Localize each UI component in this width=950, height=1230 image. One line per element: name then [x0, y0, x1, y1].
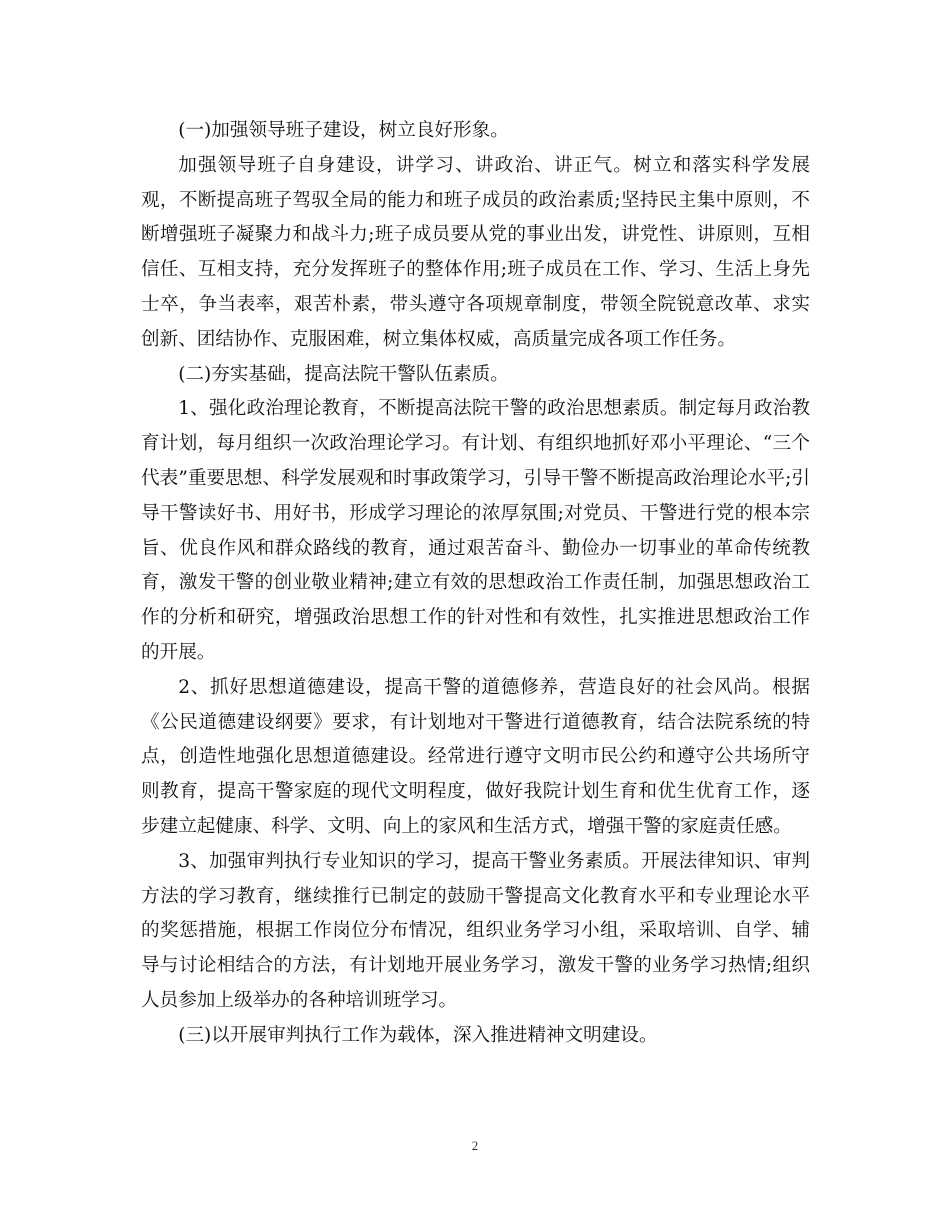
paragraph-moral-construction: 2、抓好思想道德建设，提高干警的道德修养，营造良好的社会风尚。根据《公民道德建设纲要》要求，有计划地对干警进行道德教育，结合法院系统的特点，创造性地强化思想道德建设。经常进行遵守文明市民公约和遵守公共场所守则教育，提高干警家庭的现代文明程度，做好我院计划生育和优生优育工作，逐步建立起健康、科学、文明、向上的家风和生活方式，增强干警的家庭责任感。 [141, 676, 810, 837]
page-number: 2 [471, 1138, 479, 1153]
paragraph-leadership: 加强领导班子自身建设，讲学习、讲政治、讲正气。树立和落实科学发展观，不断提高班子驾驭全局的能力和班子成员的政治素质;坚持民主集中原则，不断增强班子凝聚力和战斗力;班子成员要从党的事业出发，讲党性、讲原则，互相信任、互相支持，充分发挥班子的整体作用;班子成员在工作、学习、生活上身先士卒，争当表率，艰苦朴素，带头遵守各项规章制度，带领全院锐意改革、求实创新、团结协作、克服困难，树立集体权威，高质量完成各项工作任务。 [141, 154, 810, 350]
paragraph-professional-study: 3、加强审判执行专业知识的学习，提高干警业务素质。开展法律知识、审判方法的学习教育，继续推行已制定的鼓励干警提高文化教育水平和专业理论水平的奖惩措施，根据工作岗位分布情况，组织业务学习小组，采取培训、自学、辅导与讨论相结合的方法，有计划地开展业务学习，激发干警的业务学习热情;组织人员参加上级举办的各种培训班学习。 [141, 850, 810, 1011]
section-heading-1: (一)加强领导班子建设，树立良好形象。 [178, 120, 509, 141]
section-heading-2: (二)夯实基础，提高法院干警队伍素质。 [178, 363, 509, 385]
document-body [141, 114, 810, 1054]
paragraph-political-education: 1、强化政治理论教育，不断提高法院干警的政治思想素质。制定每月政治教育计划，每月组织一次政治理论学习。有计划、有组织地抓好邓小平理论、“三个代表”重要思想、科学发展观和时事政策学习，引导干警不断提高政治理论水平;引导干警读好书、用好书，形成学习理论的浓厚氛围;对党员、干警进行党的根本宗旨、优良作风和群众路线的教育，通过艰苦奋斗、勤俭办一切事业的革命传统教育，激发干警的创业敬业精神;建立有效的思想政治工作责任制，加强思想政治工作的分析和研究，增强政治思想工作的针对性和有效性，扎实推进思想政治工作的开展。 [141, 398, 810, 663]
section-heading-3: (三)以开展审判执行工作为载体，深入推进精神文明建设。 [178, 1024, 658, 1046]
